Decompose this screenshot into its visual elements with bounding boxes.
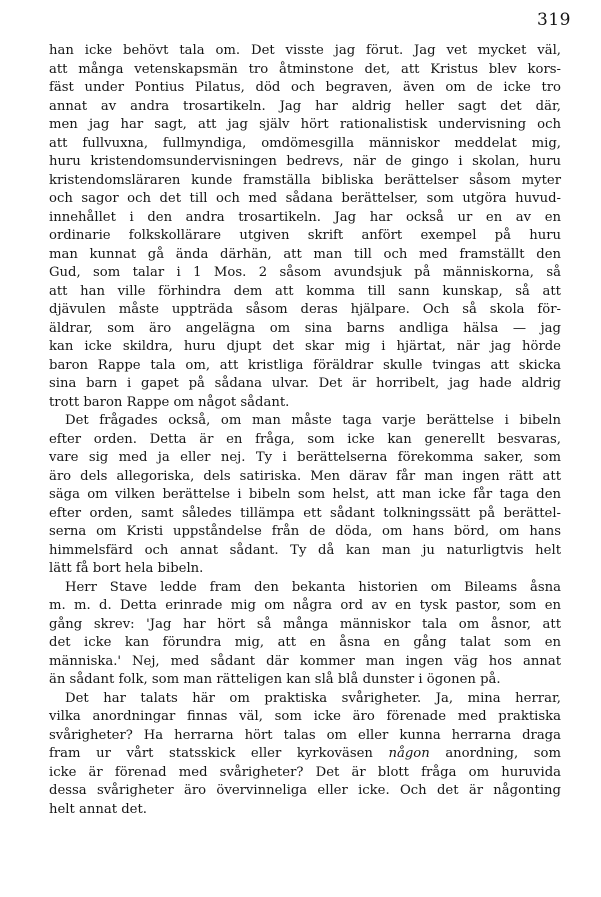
text-line: vare sig med ja eller nej. Ty i berättelserna förekomma saker, som xyxy=(49,450,561,465)
text-line: serna om Kristi uppståndelse från de döda, om hans börd, om hans xyxy=(49,524,561,539)
text-line: lätt få bort hela bibeln. xyxy=(49,561,204,576)
text-line: men jag har sagt, att jag själv hört rationalistisk undervisning och xyxy=(49,117,561,132)
text-line: gång skrev: 'Jag har hört så många människor tala om åsnor, att xyxy=(49,616,561,632)
text-line: huru kristendomsundervisningen bedrevs, när de gingo i skolan, huru xyxy=(49,154,561,169)
paragraph xyxy=(49,579,561,690)
text-line: han icke behövt tala om. Det visste jag förut. Jag vet mycket väl, xyxy=(49,43,561,58)
text-line: Det frågades också, om man måste taga varje berättelse i bibeln xyxy=(65,413,561,428)
text-line: efter orden. Detta är en fråga, som icke kan generellt besvaras, xyxy=(49,431,561,447)
text-line: innehållet i den andra trosartikeln. Jag har också ur en av en xyxy=(49,209,561,225)
text-line: svårigheter? Ha herrarna hört talas om eller kunna herrarna draga xyxy=(49,727,561,743)
text-line: än sådant folk, som man rätteligen kan slå blå dunster i ögonen på. xyxy=(49,672,501,687)
text-line: kristendomsläraren kunde framställa bibliska berättelser såsom myter xyxy=(49,172,561,188)
text-line: baron Rappe tala om, att kristliga föräldrar skulle tvingas att skicka xyxy=(49,357,561,373)
text-line: äro dels allegoriska, dels satiriska. Men därav får man ingen rätt att xyxy=(49,468,561,484)
text-line: annat av andra trosartikeln. Jag har aldrig heller sagt det där, xyxy=(49,98,561,114)
text-line: kan icke skildra, huru djupt det skar mig i hjärtat, när jag hörde xyxy=(49,339,561,354)
text-line: helt annat det. xyxy=(49,801,147,817)
body-text xyxy=(49,42,561,819)
text-line: vilka anordningar finnas väl, som icke äro förenade med praktiska xyxy=(49,709,561,724)
paragraph xyxy=(49,690,561,820)
text-line: att fullvuxna, fullmyndiga, omdömesgilla människor meddelat mig, xyxy=(49,135,561,151)
text-line: efter orden, samt således tillämpa ett sådant tolkningssätt på berättel- xyxy=(49,505,561,521)
emphasis: någon xyxy=(388,746,430,761)
text-line: och sagor och det till och med sådana berättelser, som utgöra huvud- xyxy=(49,191,561,206)
text-line: fram ur vårt statsskick eller kyrkoväsen någon anordning, som xyxy=(49,746,561,761)
page-number: 319 xyxy=(537,10,571,30)
text-line: icke är förenad med svårigheter? Det är blott fråga om huruvida xyxy=(49,764,561,780)
text-line: trott baron Rappe om något sådant. xyxy=(49,394,290,410)
text-line: Gud, som talar i 1 Mos. 2 såsom avundsjuk på människorna, så xyxy=(49,265,561,280)
text-line: människa.' Nej, med sådant där kommer man ingen väg hos annat xyxy=(49,653,561,669)
text-line: ordinarie folkskollärare utgiven skrift anfört exempel på huru xyxy=(49,228,561,243)
text-line: att många vetenskapsmän tro åtminstone det, att Kristus blev kors- xyxy=(49,61,561,77)
text-line: fäst under Pontius Pilatus, död och begraven, även om de icke tro xyxy=(49,80,561,95)
text-line: Det har talats här om praktiska svårigheter. Ja, mina herrar, xyxy=(65,690,561,706)
text-line: att han ville förhindra dem att komma till sann kunskap, så att xyxy=(49,283,561,299)
text-line: äldrar, som äro angelägna om sina barns andliga hälsa — jag xyxy=(49,320,561,336)
paragraph xyxy=(49,412,561,579)
text-line: sina barn i gapet på sådana ulvar. Det är horribelt, jag hade aldrig xyxy=(49,376,561,391)
text-line: dessa svårigheter äro övervinneliga eller icke. Och det är någonting xyxy=(49,783,561,798)
text-line: Herr Stave ledde fram den bekanta historien om Bileams åsna xyxy=(65,579,561,595)
text-line: m. m. d. Detta erinrade mig om några ord av en tysk pastor, som en xyxy=(49,598,561,613)
text-line: djävulen måste uppträda såsom deras hjälpare. Och så skola för- xyxy=(49,302,561,317)
paragraph xyxy=(49,42,561,412)
text-line: det icke kan förundra mig, att en åsna en gång talat som en xyxy=(49,635,561,650)
text-line: man kunnat gå ända därhän, att man till och med framställt den xyxy=(49,246,561,262)
text-line: säga om vilken berättelse i bibeln som helst, att man icke får taga den xyxy=(49,487,561,502)
text-line: himmelsfärd och annat sådant. Ty då kan man ju naturligtvis helt xyxy=(49,542,561,558)
